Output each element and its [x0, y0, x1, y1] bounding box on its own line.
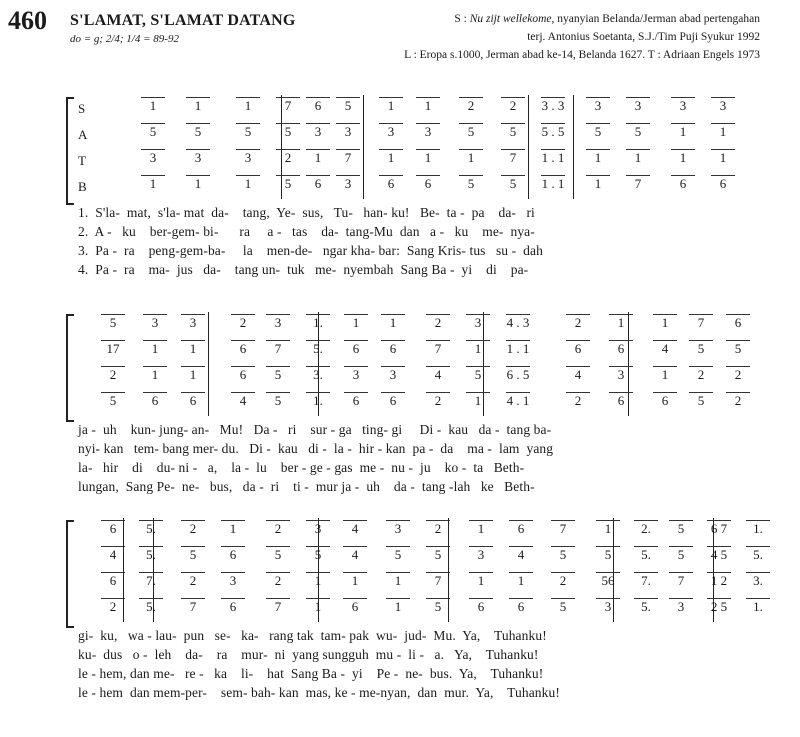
note: 1: [463, 340, 493, 357]
note: 6: [340, 598, 370, 615]
note: 1.: [743, 520, 773, 537]
note: 3: [178, 314, 208, 331]
note: 1: [233, 175, 263, 192]
note: 1: [383, 598, 413, 615]
note: 1: [218, 520, 248, 537]
hymn-number: 460: [8, 6, 47, 35]
note: 6: [140, 392, 170, 409]
barline: [208, 312, 209, 416]
barline: [573, 95, 574, 199]
note: 5: [593, 546, 623, 563]
note: 1: [413, 149, 443, 166]
note: 6: [98, 572, 128, 589]
note: 6: [723, 314, 753, 331]
source-rest: , nyanyian Belanda/Jerman abad pertengahan: [551, 13, 760, 25]
note: 2: [98, 366, 128, 383]
note: 3: [378, 366, 408, 383]
note: 3: [263, 314, 293, 331]
note: 2.: [631, 520, 661, 537]
source-title: Nu zijt wellekome: [469, 13, 552, 25]
note: 1: [506, 572, 536, 589]
note: 6: [650, 392, 680, 409]
note: 5: [583, 123, 613, 140]
note: 7: [423, 572, 453, 589]
note: 3: [668, 97, 698, 114]
note: 1: [650, 366, 680, 383]
note: 5: [263, 366, 293, 383]
note: 1 . 1: [541, 150, 565, 165]
note: 6: [606, 392, 636, 409]
note: 5.: [743, 546, 773, 563]
note: 1: [138, 97, 168, 114]
note: 1: [463, 392, 493, 409]
note: 1: [593, 520, 623, 537]
note: 1 2: [704, 572, 734, 589]
note: 4: [228, 392, 258, 409]
note: 5: [178, 546, 208, 563]
note: 1: [708, 149, 738, 166]
note: 1.: [303, 392, 333, 409]
note: 2: [178, 520, 208, 537]
note: 7: [273, 97, 303, 114]
lyric-line: ku- dus o - leh da- ra mur- ni yang sungguh mu - li - a. Ya, Tuhanku!: [78, 647, 539, 662]
note: 5: [303, 546, 333, 563]
note: 7.: [631, 572, 661, 589]
note: 5: [138, 123, 168, 140]
note: 6: [378, 392, 408, 409]
note: 6: [506, 520, 536, 537]
note: 4: [423, 366, 453, 383]
lyric-line: le - hem dan mem-per- sem- bah- kan mas, ke - me-nyan, dan mur. Ya, Tuhanku!: [78, 685, 560, 700]
note: 5: [463, 366, 493, 383]
note: 5: [456, 175, 486, 192]
note: 6: [506, 598, 536, 615]
lyric-line: 4. Pa - ra ma- jus da- tang un- tuk me- nyembah Sang Ba - yi di pa-: [78, 262, 529, 277]
note: 1: [303, 598, 333, 615]
note: 2 5: [704, 598, 734, 615]
note: 2: [263, 520, 293, 537]
note: 6: [341, 340, 371, 357]
note: 4 . 3: [506, 315, 530, 330]
note: 5: [548, 546, 578, 563]
note: 7: [623, 175, 653, 192]
note: 3 . 3: [541, 98, 565, 113]
note: 3: [606, 366, 636, 383]
note: 1: [303, 572, 333, 589]
note: 3: [383, 520, 413, 537]
note: 1: [606, 314, 636, 331]
note: 1 . 1: [541, 176, 565, 191]
note: 3: [708, 97, 738, 114]
note: 3: [463, 314, 493, 331]
note: 1: [668, 123, 698, 140]
note: 6: [668, 175, 698, 192]
note: 1: [303, 149, 333, 166]
note: 6: [466, 598, 496, 615]
note: 6 . 5: [506, 367, 530, 382]
note: 6: [341, 392, 371, 409]
brace-bracket: [66, 97, 74, 205]
note: 7: [423, 340, 453, 357]
note: 6: [708, 175, 738, 192]
note: 5.: [631, 546, 661, 563]
lyric-line: la- hir di du- ni - a, la - lu ber - ge - gas me - nu - ju ko - ta Beth-: [78, 460, 525, 475]
note: 5.: [136, 520, 166, 537]
note: 1: [650, 314, 680, 331]
note: 1: [376, 149, 406, 166]
note: 6 7: [704, 520, 734, 537]
note: 1: [378, 314, 408, 331]
note: 3: [333, 123, 363, 140]
note: 3: [218, 572, 248, 589]
note: 5: [183, 123, 213, 140]
note: 2: [423, 314, 453, 331]
note: 56: [593, 572, 623, 589]
lyric-line: 3. Pa - ra peng-gem-ba- la men-de- ngar kha- bar: Sang Kris- tus su - dah: [78, 243, 543, 258]
note: 2: [686, 366, 716, 383]
lyric-line: le - hem, dan me- re - ka li- hat Sang Ba - yi Pe - ne- bus. Ya, Tuhanku!: [78, 666, 544, 681]
note: 3: [303, 123, 333, 140]
note: 3: [593, 598, 623, 615]
note: 2: [273, 149, 303, 166]
brace-bracket: [66, 314, 74, 422]
note: 1 . 1: [506, 341, 530, 356]
voice-label: B: [78, 179, 87, 194]
note: 3.: [743, 572, 773, 589]
note: 5: [666, 546, 696, 563]
note: 1: [456, 149, 486, 166]
note: 1: [383, 572, 413, 589]
note: 1: [708, 123, 738, 140]
note: 5: [686, 340, 716, 357]
note: 1: [583, 175, 613, 192]
note: 5: [98, 314, 128, 331]
note: 2: [723, 366, 753, 383]
note: 1: [140, 366, 170, 383]
note: 6: [178, 392, 208, 409]
note: 1: [623, 149, 653, 166]
note: 2: [423, 392, 453, 409]
note: 5: [233, 123, 263, 140]
note: 5: [273, 123, 303, 140]
note: 4: [98, 546, 128, 563]
note: 7: [666, 572, 696, 589]
note: 5: [548, 598, 578, 615]
note: 1.: [743, 598, 773, 615]
note: 5 . 5: [541, 124, 565, 139]
note: 7: [333, 149, 363, 166]
system-1: [64, 95, 764, 295]
note: 5: [666, 520, 696, 537]
tempo-marking: do = g; 2/4; 1/4 = 89-92: [70, 33, 179, 45]
note: 2: [263, 572, 293, 589]
source-prefix: S :: [454, 13, 470, 25]
note: 3: [583, 97, 613, 114]
note: 1: [183, 175, 213, 192]
note: 6: [303, 97, 333, 114]
note: 1: [413, 97, 443, 114]
note: 4: [340, 520, 370, 537]
note: 5: [333, 97, 363, 114]
lyric-line: 1. S'la- mat, s'la- mat da- tang, Ye- sus, Tu- han- ku! Be- ta - pa da- ri: [78, 205, 535, 220]
note: 3: [666, 598, 696, 615]
note: 6: [376, 175, 406, 192]
note: 7.: [136, 572, 166, 589]
note: 2: [98, 598, 128, 615]
voice-label: S: [78, 101, 86, 116]
note: 1: [178, 340, 208, 357]
note: 6: [378, 340, 408, 357]
note: 1: [140, 340, 170, 357]
note: 5: [273, 175, 303, 192]
system-2: [64, 312, 764, 512]
voice-label: A: [78, 127, 88, 142]
note: 6: [413, 175, 443, 192]
note: 4: [563, 366, 593, 383]
note: 1: [183, 97, 213, 114]
lyric-line: 2. A - ku ber-gem- bi- ra a - tas da- tang-Mu dan a - ku me- nya-: [78, 224, 535, 239]
note: 7: [686, 314, 716, 331]
note: 5: [686, 392, 716, 409]
note: 5: [98, 392, 128, 409]
note: 1: [668, 149, 698, 166]
note: 7: [263, 598, 293, 615]
lyric-line: ja - uh kun- jung- an- Mu! Da - ri sur - ga ting- gi Di - kau da - tang ba-: [78, 422, 552, 437]
note: 1: [138, 175, 168, 192]
note: 3: [341, 366, 371, 383]
note: 5: [456, 123, 486, 140]
note: 4 . 1: [506, 393, 530, 408]
lyric-line: nyi- kan tem- bang mer- du. Di - kau di - la - hir - kan pa - da ma - lam yang: [78, 441, 554, 456]
brace-bracket: [66, 520, 74, 628]
note: 4: [506, 546, 536, 563]
note: 6: [606, 340, 636, 357]
note: 7: [178, 598, 208, 615]
note: 1: [583, 149, 613, 166]
note: 2: [178, 572, 208, 589]
note: 3: [413, 123, 443, 140]
note: 6: [98, 520, 128, 537]
credits: [404, 10, 760, 64]
note: 5: [498, 123, 528, 140]
note: 5.: [136, 598, 166, 615]
system-3: [64, 518, 764, 718]
note: 17: [98, 340, 128, 357]
note: 4 5: [704, 546, 734, 563]
note: 3: [303, 520, 333, 537]
note: 3.: [303, 366, 333, 383]
note: 3: [183, 149, 213, 166]
note: 5.: [631, 598, 661, 615]
note: 7: [498, 149, 528, 166]
lyric-line: lungan, Sang Pe- ne- bus, da - ri ti - mur ja - uh da - tang -lah ke Beth-: [78, 479, 535, 494]
lyric-line: gi- ku, wa - lau- pun se- ka- rang tak tam- pak wu- jud- Mu. Ya, Tuhanku!: [78, 628, 547, 643]
note: 3: [466, 546, 496, 563]
note: 2: [723, 392, 753, 409]
note: 6: [228, 366, 258, 383]
note: 2: [423, 520, 453, 537]
source-line: [404, 10, 760, 28]
note: 2: [228, 314, 258, 331]
note: 3: [623, 97, 653, 114]
note: 2: [548, 572, 578, 589]
note: 5: [263, 392, 293, 409]
note: 5: [723, 340, 753, 357]
note: 5: [423, 546, 453, 563]
note: 6: [563, 340, 593, 357]
note: 6: [218, 546, 248, 563]
note: 1: [340, 572, 370, 589]
note: 3: [376, 123, 406, 140]
note: 1: [178, 366, 208, 383]
note: 5: [623, 123, 653, 140]
note: 7: [548, 520, 578, 537]
note: 6: [228, 340, 258, 357]
note: 5.: [136, 546, 166, 563]
note: 3: [140, 314, 170, 331]
note: 2: [456, 97, 486, 114]
note: 3: [138, 149, 168, 166]
barline: [528, 95, 529, 199]
note: 7: [263, 340, 293, 357]
hymn-title: S'LAMAT, S'LAMAT DATANG: [70, 12, 296, 29]
barline: [363, 95, 364, 199]
note: 5: [383, 546, 413, 563]
voice-label: T: [78, 153, 86, 168]
note: 2: [498, 97, 528, 114]
note: 1: [466, 572, 496, 589]
note: 6: [303, 175, 333, 192]
note: 1: [466, 520, 496, 537]
note: 5: [498, 175, 528, 192]
note: 2: [563, 314, 593, 331]
note: 3: [233, 149, 263, 166]
note: 5: [423, 598, 453, 615]
note: 5.: [303, 340, 333, 357]
note: 1: [376, 97, 406, 114]
note: 2: [563, 392, 593, 409]
translation-line: terj. Antonius Soetanta, S.J./Tim Puji Syukur 1992: [527, 31, 760, 43]
note: 1: [233, 97, 263, 114]
note: 1: [341, 314, 371, 331]
note: 4: [340, 546, 370, 563]
note: 4: [650, 340, 680, 357]
origin-line: L : Eropa s.1000, Jerman abad ke-14, Belanda 1627. T : Adriaan Engels 1973: [404, 49, 760, 61]
note: 5: [263, 546, 293, 563]
note: 6: [218, 598, 248, 615]
note: 3: [333, 175, 363, 192]
note: 1.: [303, 314, 333, 331]
